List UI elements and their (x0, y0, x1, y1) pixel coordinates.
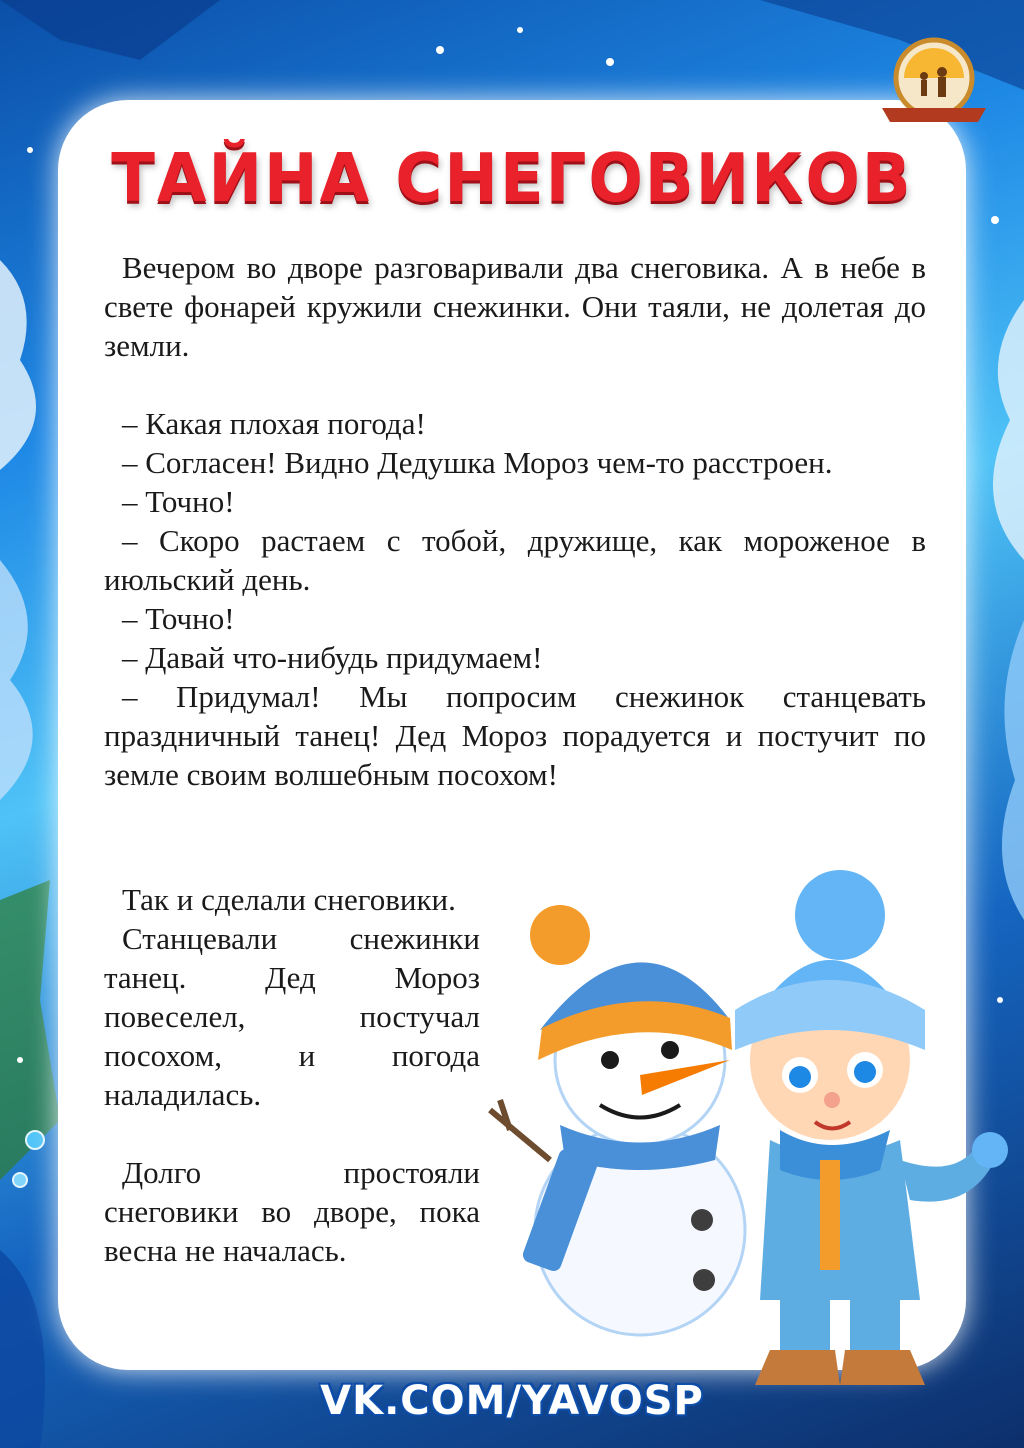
dialogue-line: – Давай что-нибудь придумаем! (122, 640, 543, 675)
footer-link[interactable]: VK.COM/YAVOSP (320, 1378, 704, 1424)
logo-badge (874, 30, 994, 130)
dialogue-line: – Какая плохая погода! (122, 406, 426, 441)
story-intro: Вечером во дворе разговаривали два снеговика. А в небе в свете фонарей кружили снежинки. Они таяли, не долетая до земли. (104, 250, 926, 363)
story-text (104, 248, 926, 794)
dialogue-line: – Точно! (122, 484, 235, 519)
story-title: ТАЙНА СНЕГОВИКОВ (111, 140, 913, 218)
dialogue-line: – Точно! (122, 601, 235, 636)
snowman-and-child-illustration (480, 860, 1020, 1400)
dialogue-line: – Придумал! Мы попросим снежинок станцевать праздничный танец! Дед Мороз порадуется и постучит по земле своим волшебным посохом! (104, 679, 926, 792)
ending-paragraph: Станцевали снежинки танец. Дед Мороз повеселел, постучал посохом, и погода наладилась. (104, 921, 480, 1112)
dialogue-line: – Скоро растаем с тобой, дружище, как мороженое в июльский день. (104, 523, 926, 597)
dialogue-line: – Согласен! Видно Дедушка Мороз чем-то расстроен. (122, 445, 833, 480)
ending-line: Так и сделали снеговики. (122, 882, 456, 917)
ending-paragraph: Долго простояли снеговики во дворе, пока весна не началась. (104, 1155, 480, 1268)
story-ending (104, 880, 480, 1270)
